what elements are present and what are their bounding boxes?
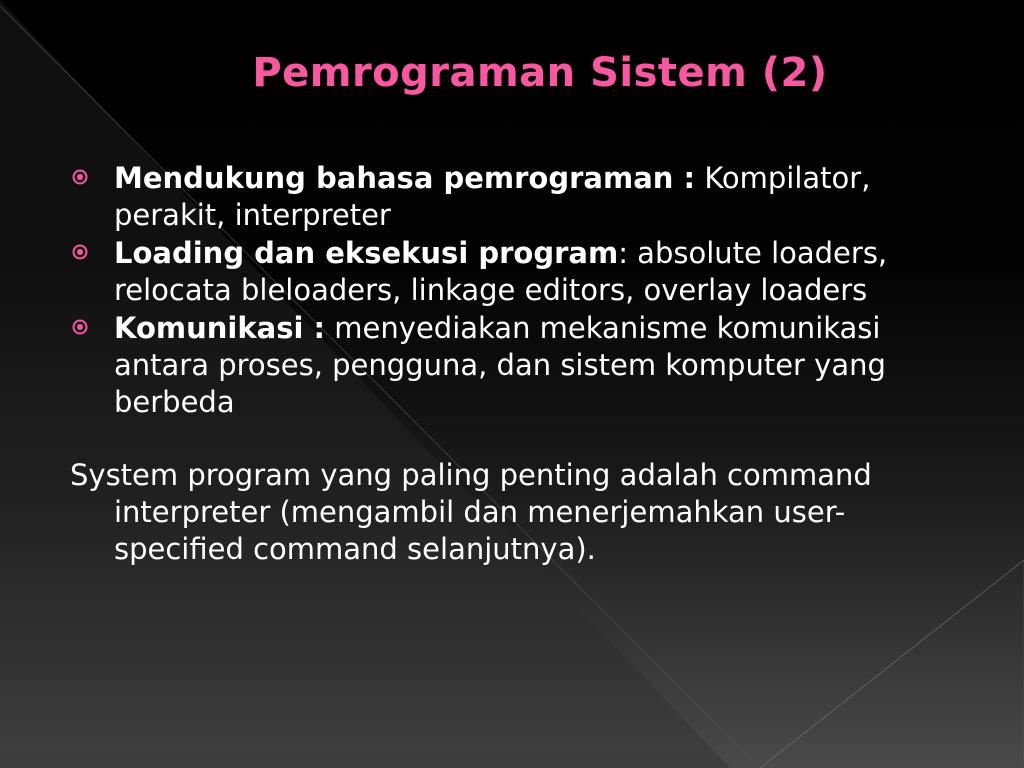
circled-dot-icon <box>72 319 88 335</box>
bullet-text: menyediakan mekanisme komunikasi antara proses, pengguna, dan sistem komputer yang berbeda <box>114 311 886 419</box>
summary-paragraph: System program yang paling penting adalah command interpreter (mengambil dan menerjemahkan user-specified command selanjutnya). <box>70 458 872 566</box>
circled-dot-icon <box>72 169 88 185</box>
bullet-label: Komunikasi : <box>114 311 326 345</box>
bullet-item <box>70 160 970 234</box>
circled-dot-icon <box>72 244 88 260</box>
bullet-label: Mendukung bahasa pemrograman : <box>114 161 696 195</box>
slide-content <box>70 160 970 568</box>
slide-title: Pemrograman Sistem (2) <box>252 50 828 96</box>
bullet-item <box>70 310 970 421</box>
bullet-label: Loading dan eksekusi program <box>114 236 619 270</box>
bullet-text: : absolute loaders, relocata bleloaders, linkage editors, overlay loaders <box>114 236 888 307</box>
diagonal-line-right <box>760 560 1024 768</box>
bullet-text: Kompilator, perakit, interpreter <box>114 161 871 232</box>
bullet-item <box>70 235 970 309</box>
